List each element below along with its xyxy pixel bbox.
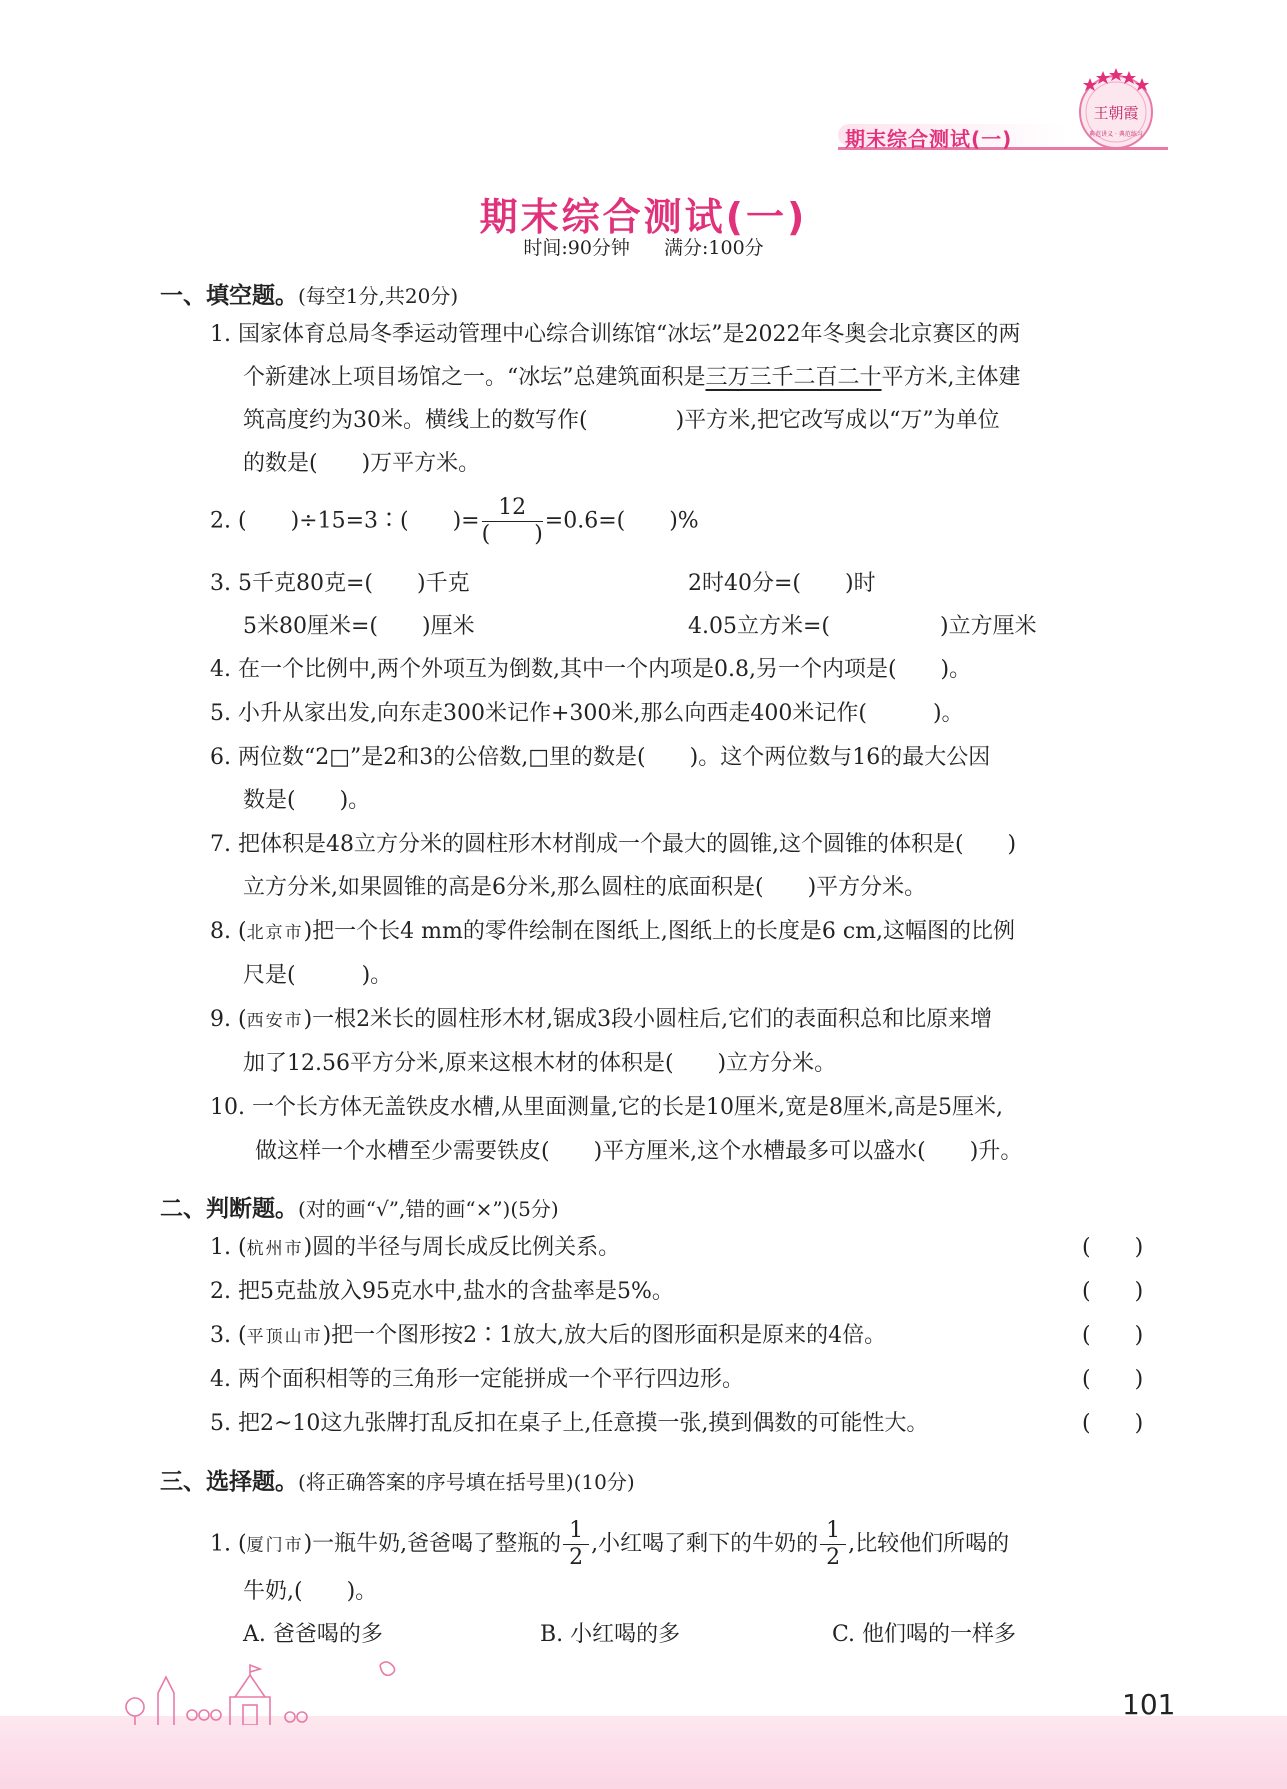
castle-decoration-icon xyxy=(120,1655,420,1725)
q1-line4: 的数是( )万平方米。 xyxy=(243,451,481,476)
q9-source-tag: 西安市 xyxy=(246,1011,304,1031)
tf-q3-source-tag: 平顶山市 xyxy=(246,1327,323,1347)
section-fill-blank-heading: 一、填空题。(每空1分,共20分) xyxy=(160,283,459,309)
q7-line2: 立方分米,如果圆锥的高是6分米,那么圆柱的底面积是( )平方分米。 xyxy=(243,875,927,900)
section-choice-heading: 三、选择题。(将正确答案的序号填在括号里)(10分) xyxy=(160,1469,635,1495)
mc-q1-option-c[interactable]: C. 他们喝的一样多 xyxy=(832,1622,1017,1647)
section-true-false-heading: 二、判断题。(对的画“√”,错的画“×”)(5分) xyxy=(160,1196,559,1222)
tf-q5-answer-paren[interactable]: ( ) xyxy=(1082,1411,1144,1436)
mc-q1-fraction-xiaohong: $\frac{1}{2}$ xyxy=(820,1518,846,1571)
mc-q1-line2: 牛奶,( )。 xyxy=(243,1579,378,1604)
q10-line2: 做这样一个水槽至少需要铁皮( )平方厘米,这个水槽最多可以盛水( )升。 xyxy=(255,1139,1023,1164)
q2-line: 2. ( )÷15=3∶( )= $\frac{12}{( )}$ =0.6=( )% xyxy=(210,495,699,547)
q8-line1: 8. (北京市)把一个长4 mm的零件绘制在图纸上,图纸上的长度是6 cm,这幅图的比例 xyxy=(210,919,1016,944)
q9-line1: 9. (西安市)一根2米长的圆柱形木材,锯成3段小圆柱后,它们的表面积总和比原来增 xyxy=(210,1007,993,1032)
tf-q2-answer-paren[interactable]: ( ) xyxy=(1082,1279,1144,1304)
tf-q1: 1. (杭州市)圆的半径与周长成反比例关系。 xyxy=(210,1235,621,1260)
footer-band xyxy=(0,1716,1287,1789)
q1-line3: 筑高度约为30米。横线上的数写作( )平方米,把它改写成以“万”为单位 xyxy=(243,408,1000,433)
tf-q5: 5. 把2~10这九张牌打乱反扣在桌子上,任意摸一张,摸到偶数的可能性大。 xyxy=(210,1411,929,1436)
exam-score: 满分:100分 xyxy=(663,237,764,259)
q3-line1a: 3. 5千克80克=( )千克 xyxy=(210,571,470,596)
mc-q1-option-b[interactable]: B. 小红喝的多 xyxy=(540,1622,681,1647)
tf-q3-answer-paren[interactable]: ( ) xyxy=(1082,1323,1144,1348)
page-number: 101 xyxy=(1122,1688,1176,1721)
q8-line2: 尺是( )。 xyxy=(243,963,393,988)
q10-line1: 10. 一个长方体无盖铁皮水槽,从里面测量,它的长是10厘米,宽是8厘米,高是5厘米, xyxy=(210,1095,1003,1120)
mc-q1-source-tag: 厦门市 xyxy=(246,1535,304,1556)
q1-line2: 个新建冰上项目场馆之一。“冰坛”总建筑面积是三万三千二百二十平方米,主体建 xyxy=(243,365,1021,390)
page-title: 期末综合测试(一) xyxy=(479,195,808,239)
q1-underlined-number: 三万三千二百二十 xyxy=(705,365,882,390)
svg-text:典范讲义 · 典范练习: 典范讲义 · 典范练习 xyxy=(1089,131,1143,138)
tf-q4: 4. 两个面积相等的三角形一定能拼成一个平行四边形。 xyxy=(210,1367,744,1392)
tf-q3: 3. (平顶山市)把一个图形按2∶1放大,放大后的图形面积是原来的4倍。 xyxy=(210,1323,887,1348)
mc-q1-line1: 1. (厦门市)一瓶牛奶,爸爸喝了整瓶的 $\frac{1}{2}$ ,小红喝了剩下的牛奶的 $\frac{1}{2}$ ,比较他们所喝的 xyxy=(210,1518,1010,1570)
exam-info xyxy=(0,233,1287,260)
tf-q1-source-tag: 杭州市 xyxy=(246,1239,304,1259)
q5-line: 5. 小升从家出发,向东走300米记作+300米,那么向西走400米记作( )。 xyxy=(210,701,964,726)
q3-line2a: 5米80厘米=( )厘米 xyxy=(243,614,475,639)
publisher-logo-icon xyxy=(1070,62,1162,154)
header-section-label: 期末综合测试(一) xyxy=(845,127,1013,151)
q7-line1: 7. 把体积是48立方分米的圆柱形木材削成一个最大的圆锥,这个圆锥的体积是( ) xyxy=(210,832,1017,857)
q8-source-tag: 北京市 xyxy=(246,923,304,943)
q6-line1: 6. 两位数“2□”是2和3的公倍数,□里的数是( )。这个两位数与16的最大公因 xyxy=(210,745,991,770)
q6-line2: 数是( )。 xyxy=(243,788,371,813)
mc-q1-option-a[interactable]: A. 爸爸喝的多 xyxy=(243,1622,383,1647)
tf-q1-answer-paren[interactable]: ( ) xyxy=(1082,1235,1144,1260)
q3-line1b: 2时40分=( )时 xyxy=(688,571,876,596)
q9-line2: 加了12.56平方分米,原来这根木材的体积是( )立方分米。 xyxy=(243,1051,837,1076)
q2-fraction: $\frac{12}{( )}$ xyxy=(481,495,543,547)
tf-q2: 2. 把5克盐放入95克水中,盐水的含盐率是5%。 xyxy=(210,1279,674,1304)
mc-q1-fraction-dad: $\frac{1}{2}$ xyxy=(563,1518,589,1571)
tf-q4-answer-paren[interactable]: ( ) xyxy=(1082,1367,1144,1392)
q4-line: 4. 在一个比例中,两个外项互为倒数,其中一个内项是0.8,另一个内项是( )。 xyxy=(210,657,972,682)
q3-line2b: 4.05立方米=( )立方厘米 xyxy=(688,614,1037,639)
q1-line1: 1. 国家体育总局冬季运动管理中心综合训练馆“冰坛”是2022年冬奥会北京赛区的两 xyxy=(210,322,1021,347)
exam-time: 时间:90分钟 xyxy=(523,237,630,259)
svg-text:王朝霞: 王朝霞 xyxy=(1093,104,1139,122)
